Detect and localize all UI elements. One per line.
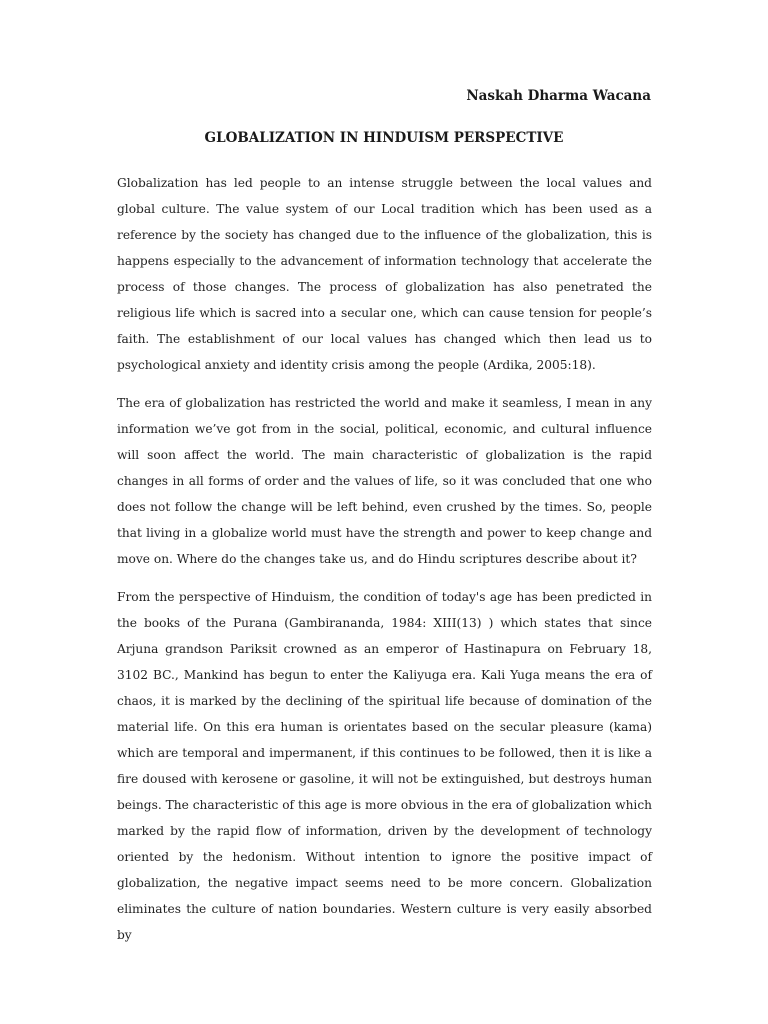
paragraph: The era of globalization has restricted the world and make it seamless, I mean in any information we’ve got from in the social, political, economic, and cultural influence will soon affect the world. The main characteristic of globalization is the rapid changes in all forms of order and the values of life, so it was concluded that one who does not follow the change will be left behind, even crushed by the times. So, people that living in a globalize world must have the strength and power to keep change and move on. Where do the changes take us, and do Hindu scriptures describe about it? [117,396,652,566]
paragraph: Globalization has led people to an intense struggle between the local values and global culture. The value system of our Local tradition which has been used as a reference by the society has changed due to the influence of the globalization, this is happens especially to the advancement of information technology that accelerate the process of those changes. The process of globalization has also penetrated the religious life which is sacred into a secular one, which can cause tension for people’s faith. The establishment of our local values has changed which then lead us to psychological anxiety and identity crisis among the people (Ardika, 2005:18). [117,176,652,372]
author-name: Naskah Dharma Wacana [466,88,651,104]
document-body [117,170,652,960]
paragraph: From the perspective of Hinduism, the condition of today's age has been predicted in the books of the Purana (Gambirananda, 1984: XIII(13) ) which states that since Arjuna grandson Pariksit crowned as an emperor of Hastinapura on February 18, 3102 BC., Mankind has begun to enter the Kaliyuga era. Kali Yuga means the era of chaos, it is marked by the declining of the spiritual life because of domination of the material life. On this era human is orientates based on the secular pleasure (kama) which are temporal and impermanent, if this continues to be followed, then it is like a fire doused with kerosene or gasoline, it will not be extinguished, but destroys human beings. The characteristic of this age is more obvious in the era of globalization which marked by the rapid flow of information, driven by the development of technology oriented by the hedonism. Without intention to ignore the positive impact of globalization, the negative impact seems need to be more concern. Globalization eliminates the culture of nation boundaries. Western culture is very easily absorbed by [117,590,652,942]
document-title: GLOBALIZATION IN HINDUISM PERSPECTIVE [204,130,564,146]
